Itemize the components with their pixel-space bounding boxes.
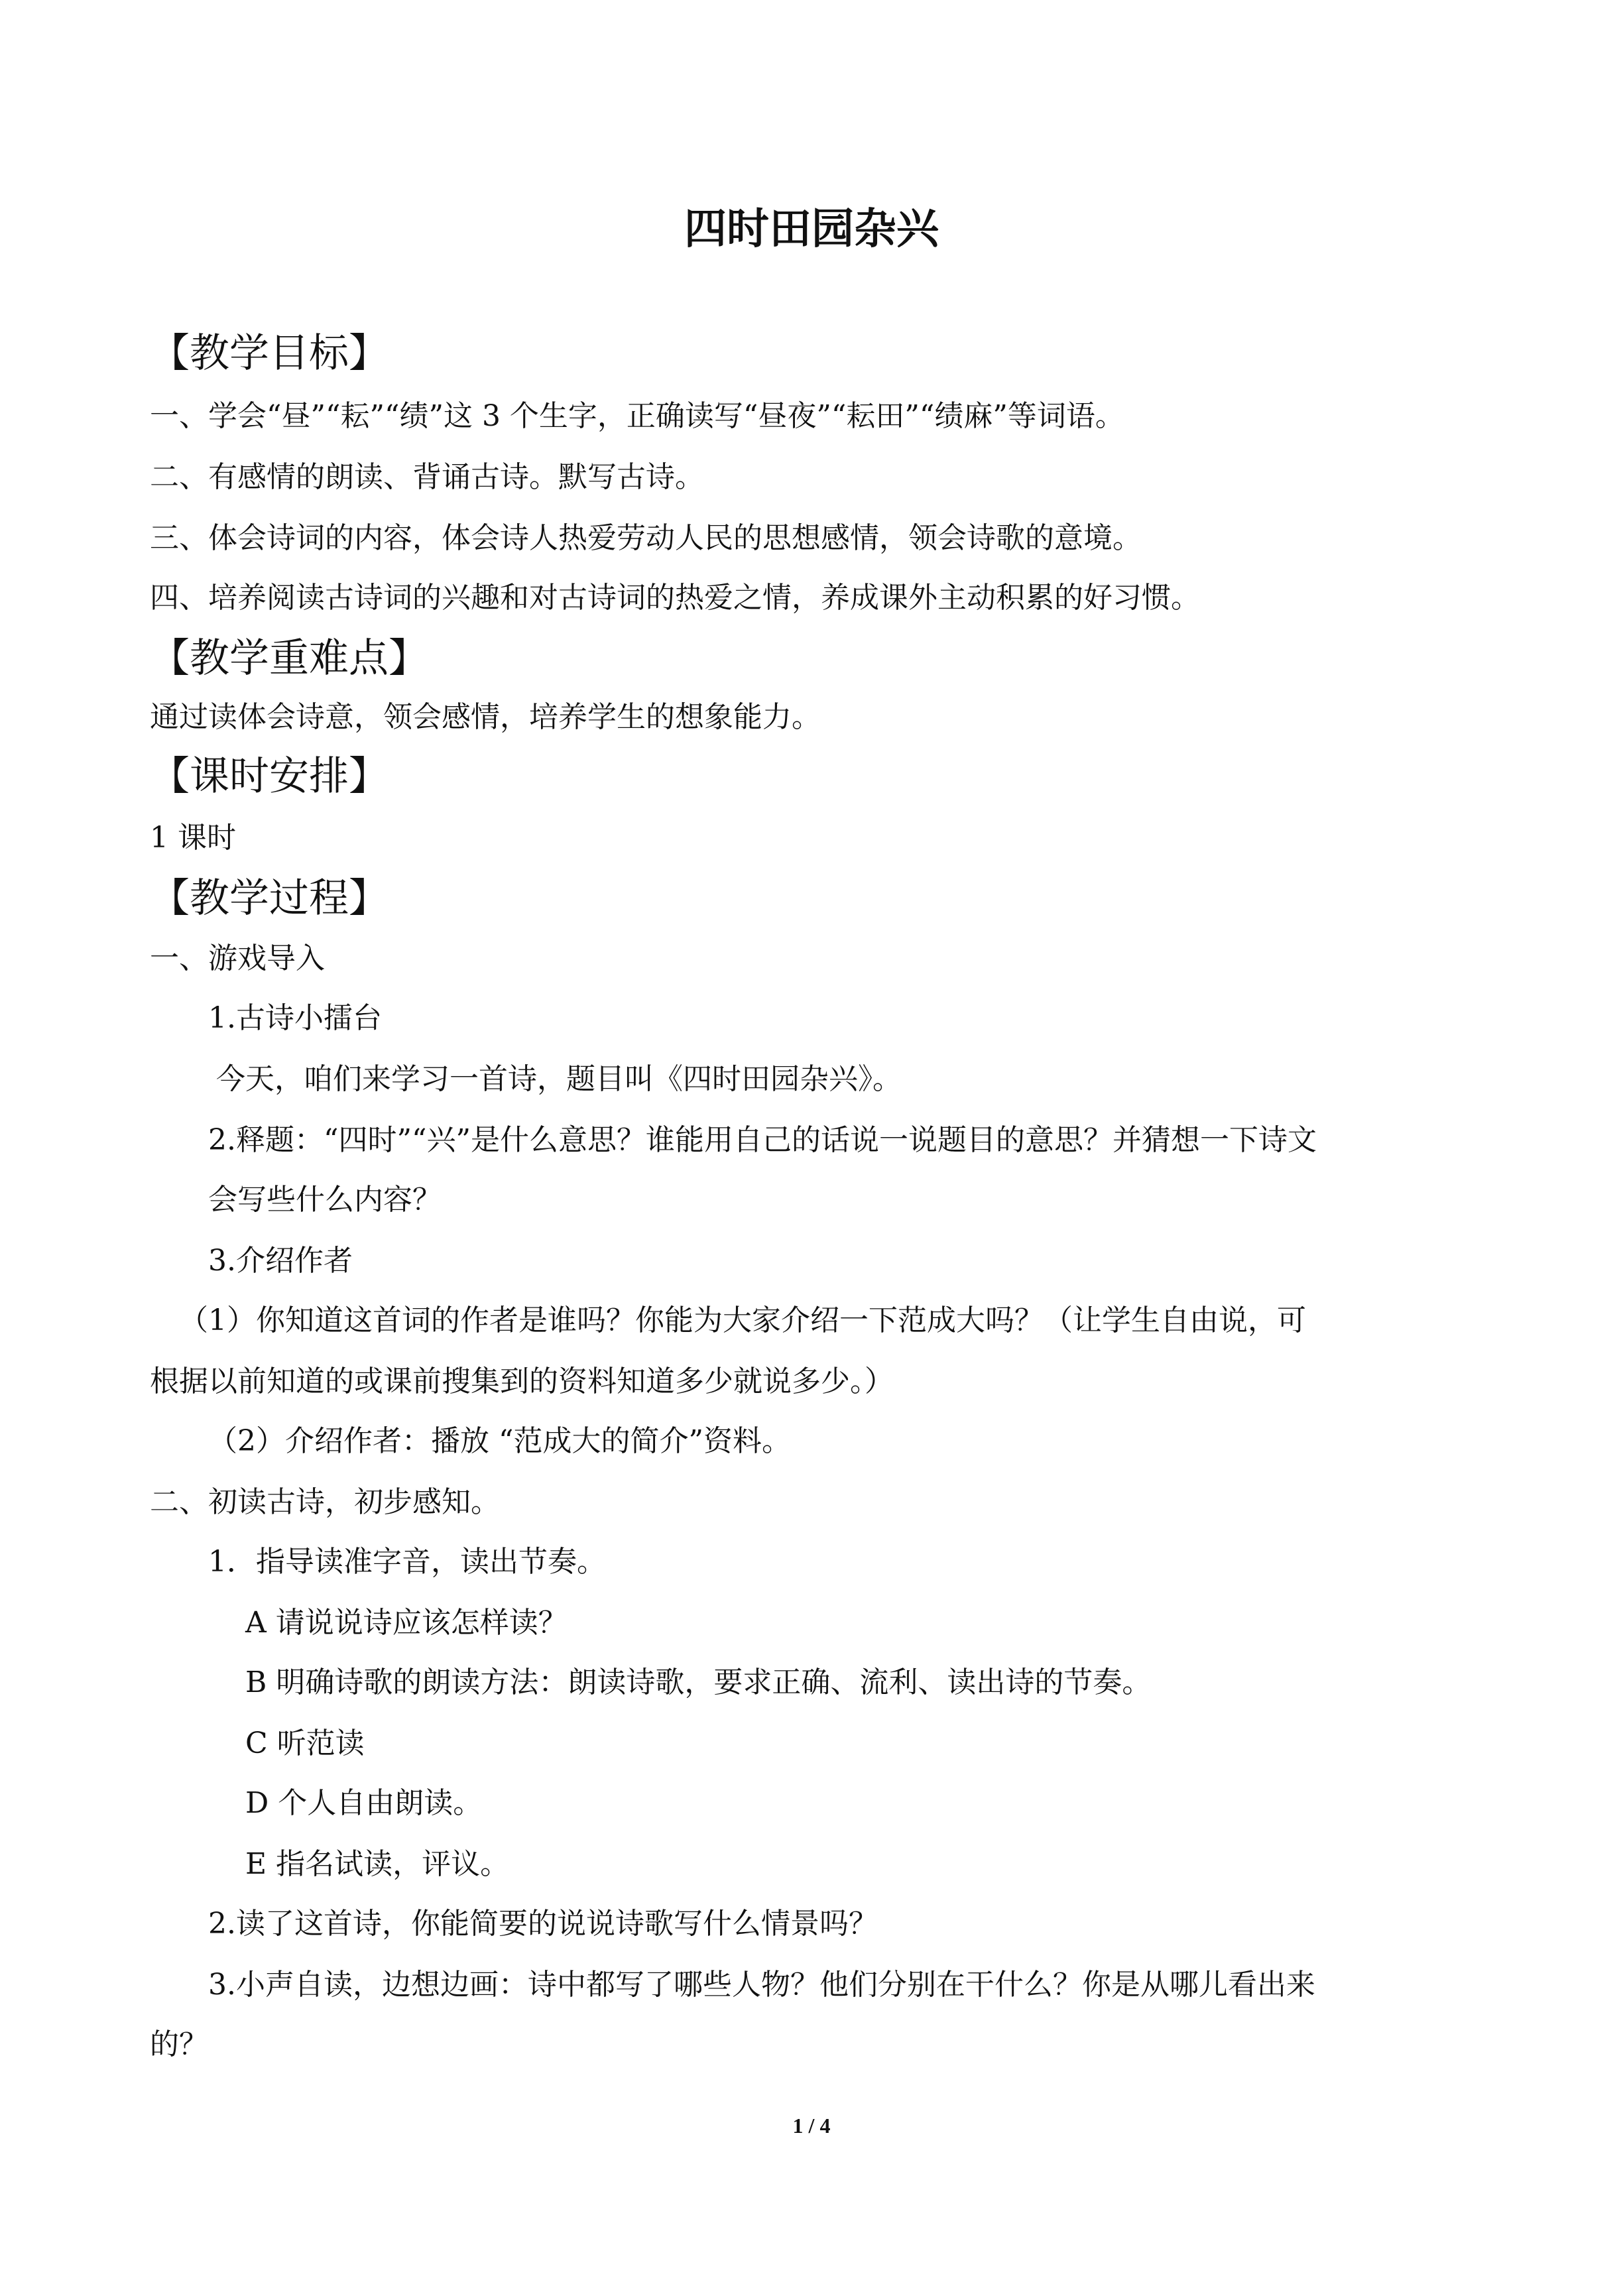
process-part1-item3-sub1-line1: （1）你知道这首词的作者是谁吗？你能为大家介绍一下范成大吗？（让学生自由说，可 — [179, 1303, 1306, 1337]
process-part2-step-b: B 明确诗歌的朗读方法：朗读诗歌，要求正确、流利、读出诗的节奏。 — [245, 1665, 1152, 1699]
objective-item-1: 一、学会“昼”“耘”“绩”这 3 个生字，正确读写“昼夜”“耘田”“绩麻”等词语。 — [150, 399, 1124, 433]
process-part2-step-d: D 个人自由朗读。 — [245, 1786, 483, 1820]
objective-item-2: 二、有感情的朗读、背诵古诗。默写古诗。 — [150, 460, 704, 494]
process-part1-item1-text: 今天，咱们来学习一首诗，题目叫《四时田园杂兴》。 — [216, 1062, 902, 1096]
process-part1-item2-line2: 会写些什么内容？ — [208, 1183, 442, 1217]
process-part2-step-e: E 指名试读，评议。 — [245, 1847, 510, 1881]
process-heading: 【教学过程】 — [150, 875, 389, 922]
process-part2-step-a: A 请说说诗应该怎样读？ — [245, 1606, 568, 1640]
objectives-heading: 【教学目标】 — [150, 330, 389, 377]
process-part1-title: 一、游戏导入 — [150, 941, 325, 975]
key-points-text: 通过读体会诗意，领会感情，培养学生的想象能力。 — [150, 700, 821, 734]
page-number: 1 / 4 — [792, 2114, 831, 2138]
process-part1-item3-sub1-line2: 根据以前知道的或课前搜集到的资料知道多少就说多少。） — [150, 1364, 894, 1398]
process-part1-item1: 1.古诗小擂台 — [208, 1001, 382, 1035]
objective-item-4: 四、培养阅读古诗词的兴趣和对古诗词的热爱之情，养成课外主动积累的好习惯。 — [150, 581, 1200, 615]
objective-item-3: 三、体会诗词的内容，体会诗人热爱劳动人民的思想感情，领会诗歌的意境。 — [150, 521, 1142, 555]
process-part2-item2: 2.读了这首诗，你能简要的说说诗歌写什么情景吗？ — [208, 1907, 878, 1941]
process-part2-title: 二、初读古诗，初步感知。 — [150, 1485, 500, 1519]
process-part2-item1: 1．指导读准字音，读出节奏。 — [208, 1545, 606, 1579]
process-part2-item3-line1: 3.小声自读，边想边画：诗中都写了哪些人物？他们分别在干什么？你是从哪儿看出来 — [208, 1968, 1315, 2002]
schedule-heading: 【课时安排】 — [150, 753, 389, 800]
process-part1-item2-line1: 2.释题：“四时”“兴”是什么意思？谁能用自己的话说一说题目的意思？并猜想一下诗文 — [208, 1123, 1317, 1157]
document-title: 四时田园杂兴 — [684, 204, 939, 254]
key-points-heading: 【教学重难点】 — [150, 635, 428, 682]
schedule-text: 1 课时 — [150, 821, 236, 855]
process-part2-step-c: C 听范读 — [245, 1726, 365, 1760]
process-part1-item3-sub2: （2）介绍作者：播放 “范成大的简介”资料。 — [208, 1424, 791, 1458]
process-part2-item3-line2: 的？ — [150, 2027, 208, 2061]
process-part1-item3: 3.介绍作者 — [208, 1244, 353, 1278]
